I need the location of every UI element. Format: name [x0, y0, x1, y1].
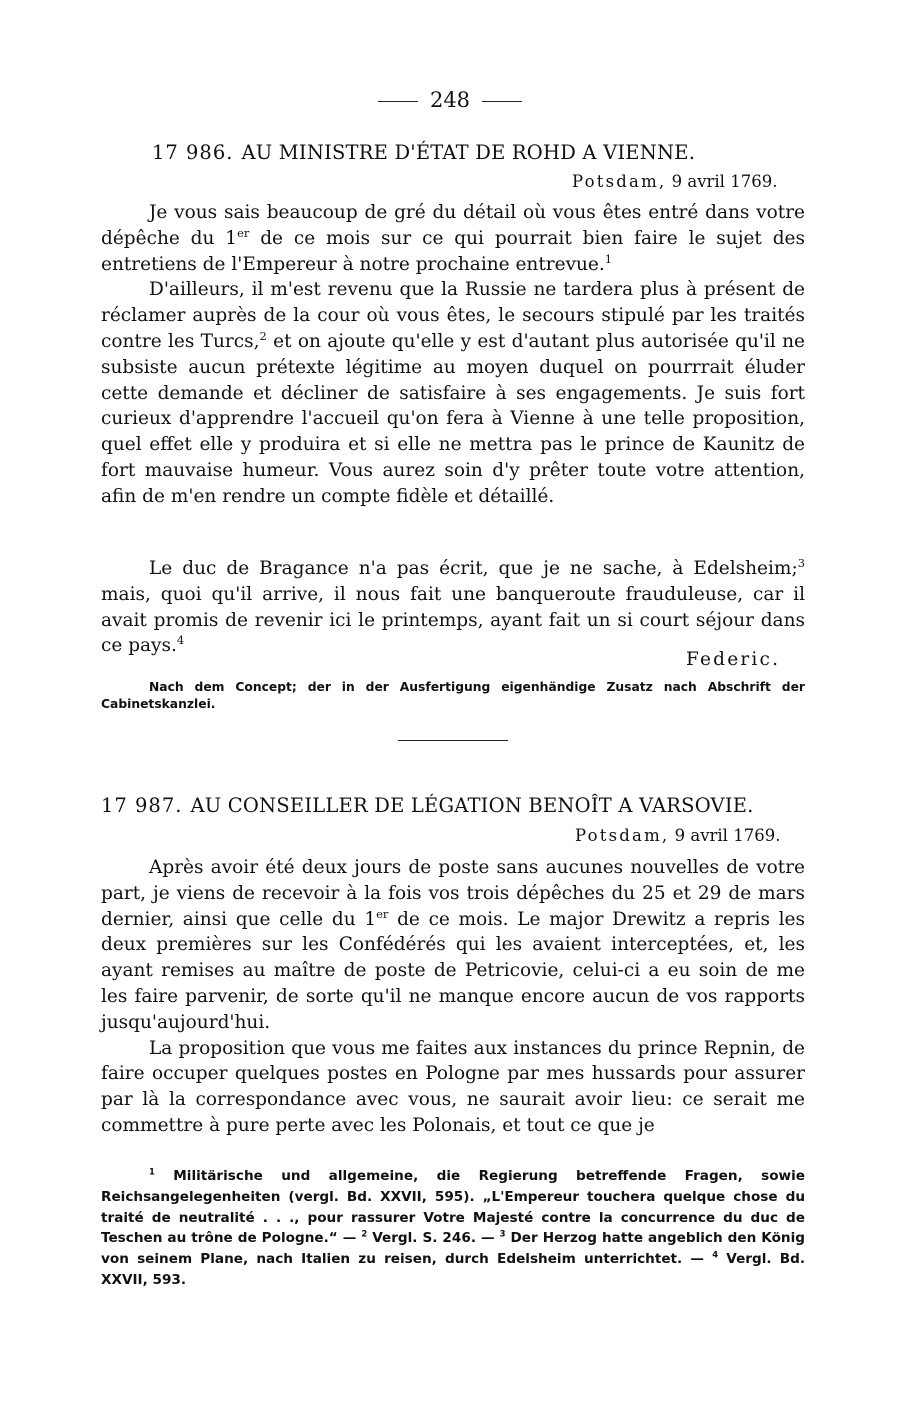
letter-1-place: Potsdam,	[572, 172, 667, 191]
letter-2-p1-text-a: Après avoir été deux jours de poste sans aucunes nouvelles de votre part, je viens de recevoir à la fois vos trois dépêches du 25 et 29 de mars dernier, ainsi que celle du 1	[101, 857, 805, 930]
letter-1-p1-text-a: Je vous sais beaucoup de gré du détail où vous êtes entré dans votre dépêche du 1	[101, 202, 805, 249]
letter-2-heading	[101, 793, 754, 819]
letter-1-heading	[152, 140, 695, 166]
letter-1-p2-text-a: D'ailleurs, il m'est revenu que la Russie ne tardera plus à présent de réclamer auprès de la cour où vous êtes, le secours stipulé par les traités contre les Turcs,	[101, 279, 805, 352]
letter-1-source-note: Nach dem Concept; der in der Ausfertigung eigenhändige Zusatz nach Abschrift der Cabinetskanzlei.	[101, 680, 805, 711]
page-number-text: 248	[429, 88, 471, 112]
footnotes	[101, 1166, 805, 1291]
letter-1-p1-superscript: er	[237, 225, 250, 240]
footnote-mark-1: 1	[149, 1166, 155, 1177]
footnote-mark-2: 2	[361, 1228, 368, 1239]
footnote-ref-1: 1	[604, 251, 613, 266]
letter-1-number: 17 986.	[152, 141, 234, 164]
letter-2-p1-text-b: de ce mois. Le major Drewitz a repris les deux premières sur les Confédérés qui les avaient interceptées, et, les ayant remises au maître de poste de Petricovie, celui-ci a eu soin de me les faire parvenir, de sorte qu'il ne manque encore aucun de vos rapports jusqu'aujourd'hui.	[101, 908, 805, 1033]
letter-1-dateline	[572, 171, 777, 193]
letter-1-title: AU MINISTRE D'ÉTAT DE ROHD A VIENNE.	[241, 141, 696, 164]
letter-1-p3-text-a: Le duc de Bragance n'a pas écrit, que je ne sache, à Edelsheim;	[149, 558, 798, 579]
page-number-rule-left	[378, 101, 418, 102]
footnote-text-1: Militärische und allgemeine, die Regierung betreffende Fragen, sowie Reichsangelegenheiten (vergl. Bd. XXVII, 595). „L'Empereur touchera quelque chose du traité de neutralité . . ., pour rassurer Votre Majesté contre la concurrence du duc de Teschen au trône de Pologne.“ —	[101, 1168, 805, 1247]
footnote-ref-4: 4	[176, 633, 185, 648]
letter-2-paragraph-1	[101, 855, 805, 1036]
page-number-rule-right	[482, 101, 522, 102]
letter-1-paragraph-3	[101, 556, 805, 659]
page-number	[0, 86, 900, 114]
footnote-ref-3: 3	[797, 555, 805, 570]
footnote-text-4: Vergl. Bd. XXVII, 593.	[101, 1251, 805, 1288]
letter-2-dateline	[575, 825, 780, 847]
letter-2-number: 17 987.	[101, 794, 183, 817]
letter-2-date: 9 avril 1769.	[674, 826, 781, 845]
footnote-mark-3: 3	[499, 1228, 506, 1239]
letter-1-body	[101, 200, 805, 510]
letter-2-paragraph-2: La proposition que vous me faites aux instances du prince Repnin, de faire occuper quelques postes en Pologne par mes hussards pour assurer par là la correspondance avec vous, ne saurait avoir lieu: ce serait me commettre à pure perte avec les Polonais, et tout ce que je	[101, 1037, 805, 1136]
letter-1-body-postscript	[101, 556, 805, 659]
letter-1-p2-text-b: et on ajoute qu'elle y est d'autant plus autorisée qu'il ne subsiste aucun prétexte légitime au moyen duquel on pourrrait éluder cette demande et décliner de satisfaire à ses engagements. Je suis fort curieux d'apprendre l'accueil qu'on fera à Vienne à une telle proposition, quel effet elle y produira et si elle ne mettra pas le prince de Kaunitz de fort mauvaise humeur. Vous aurez soin d'y prêter toute votre attention, afin de m'en rendre un compte fidèle et détaillé.	[101, 330, 805, 507]
footnote-ref-2: 2	[259, 328, 267, 343]
letter-1-p3-text-b: mais, quoi qu'il arrive, il nous fait une banqueroute frauduleuse, car il avait promis de revenir ici le printemps, ayant fait un si court séjour dans ce pays.	[101, 583, 805, 657]
footnote-mark-4: 4	[712, 1249, 719, 1260]
footnote-text-3: Der Herzog hatte angeblich den König von seinem Plane, nach Italien zu reisen, durch Edelsheim unterrichtet. —	[101, 1230, 805, 1268]
footnote-text-2: Vergl. S. 246. —	[367, 1230, 500, 1247]
letter-1-source	[101, 679, 805, 713]
letter-1-paragraph-1	[101, 200, 805, 277]
letter-1-paragraph-2	[101, 277, 805, 509]
letter-1-p1-text-b: de ce mois sur ce qui pourrait bien faire le sujet des entretiens de l'Empereur à notre prochaine entrevue.	[101, 227, 805, 275]
letter-2-p1-superscript: er	[376, 906, 389, 921]
section-separator	[398, 740, 508, 741]
letter-2-place: Potsdam,	[575, 826, 670, 845]
letter-2-body	[101, 855, 805, 1139]
letter-2-title: AU CONSEILLER DE LÉGATION BENOÎT A VARSOVIE.	[190, 794, 754, 817]
letter-1-date: 9 avril 1769.	[671, 172, 778, 191]
footnotes-paragraph	[101, 1166, 805, 1291]
letter-1-signature: Federic.	[686, 649, 781, 670]
